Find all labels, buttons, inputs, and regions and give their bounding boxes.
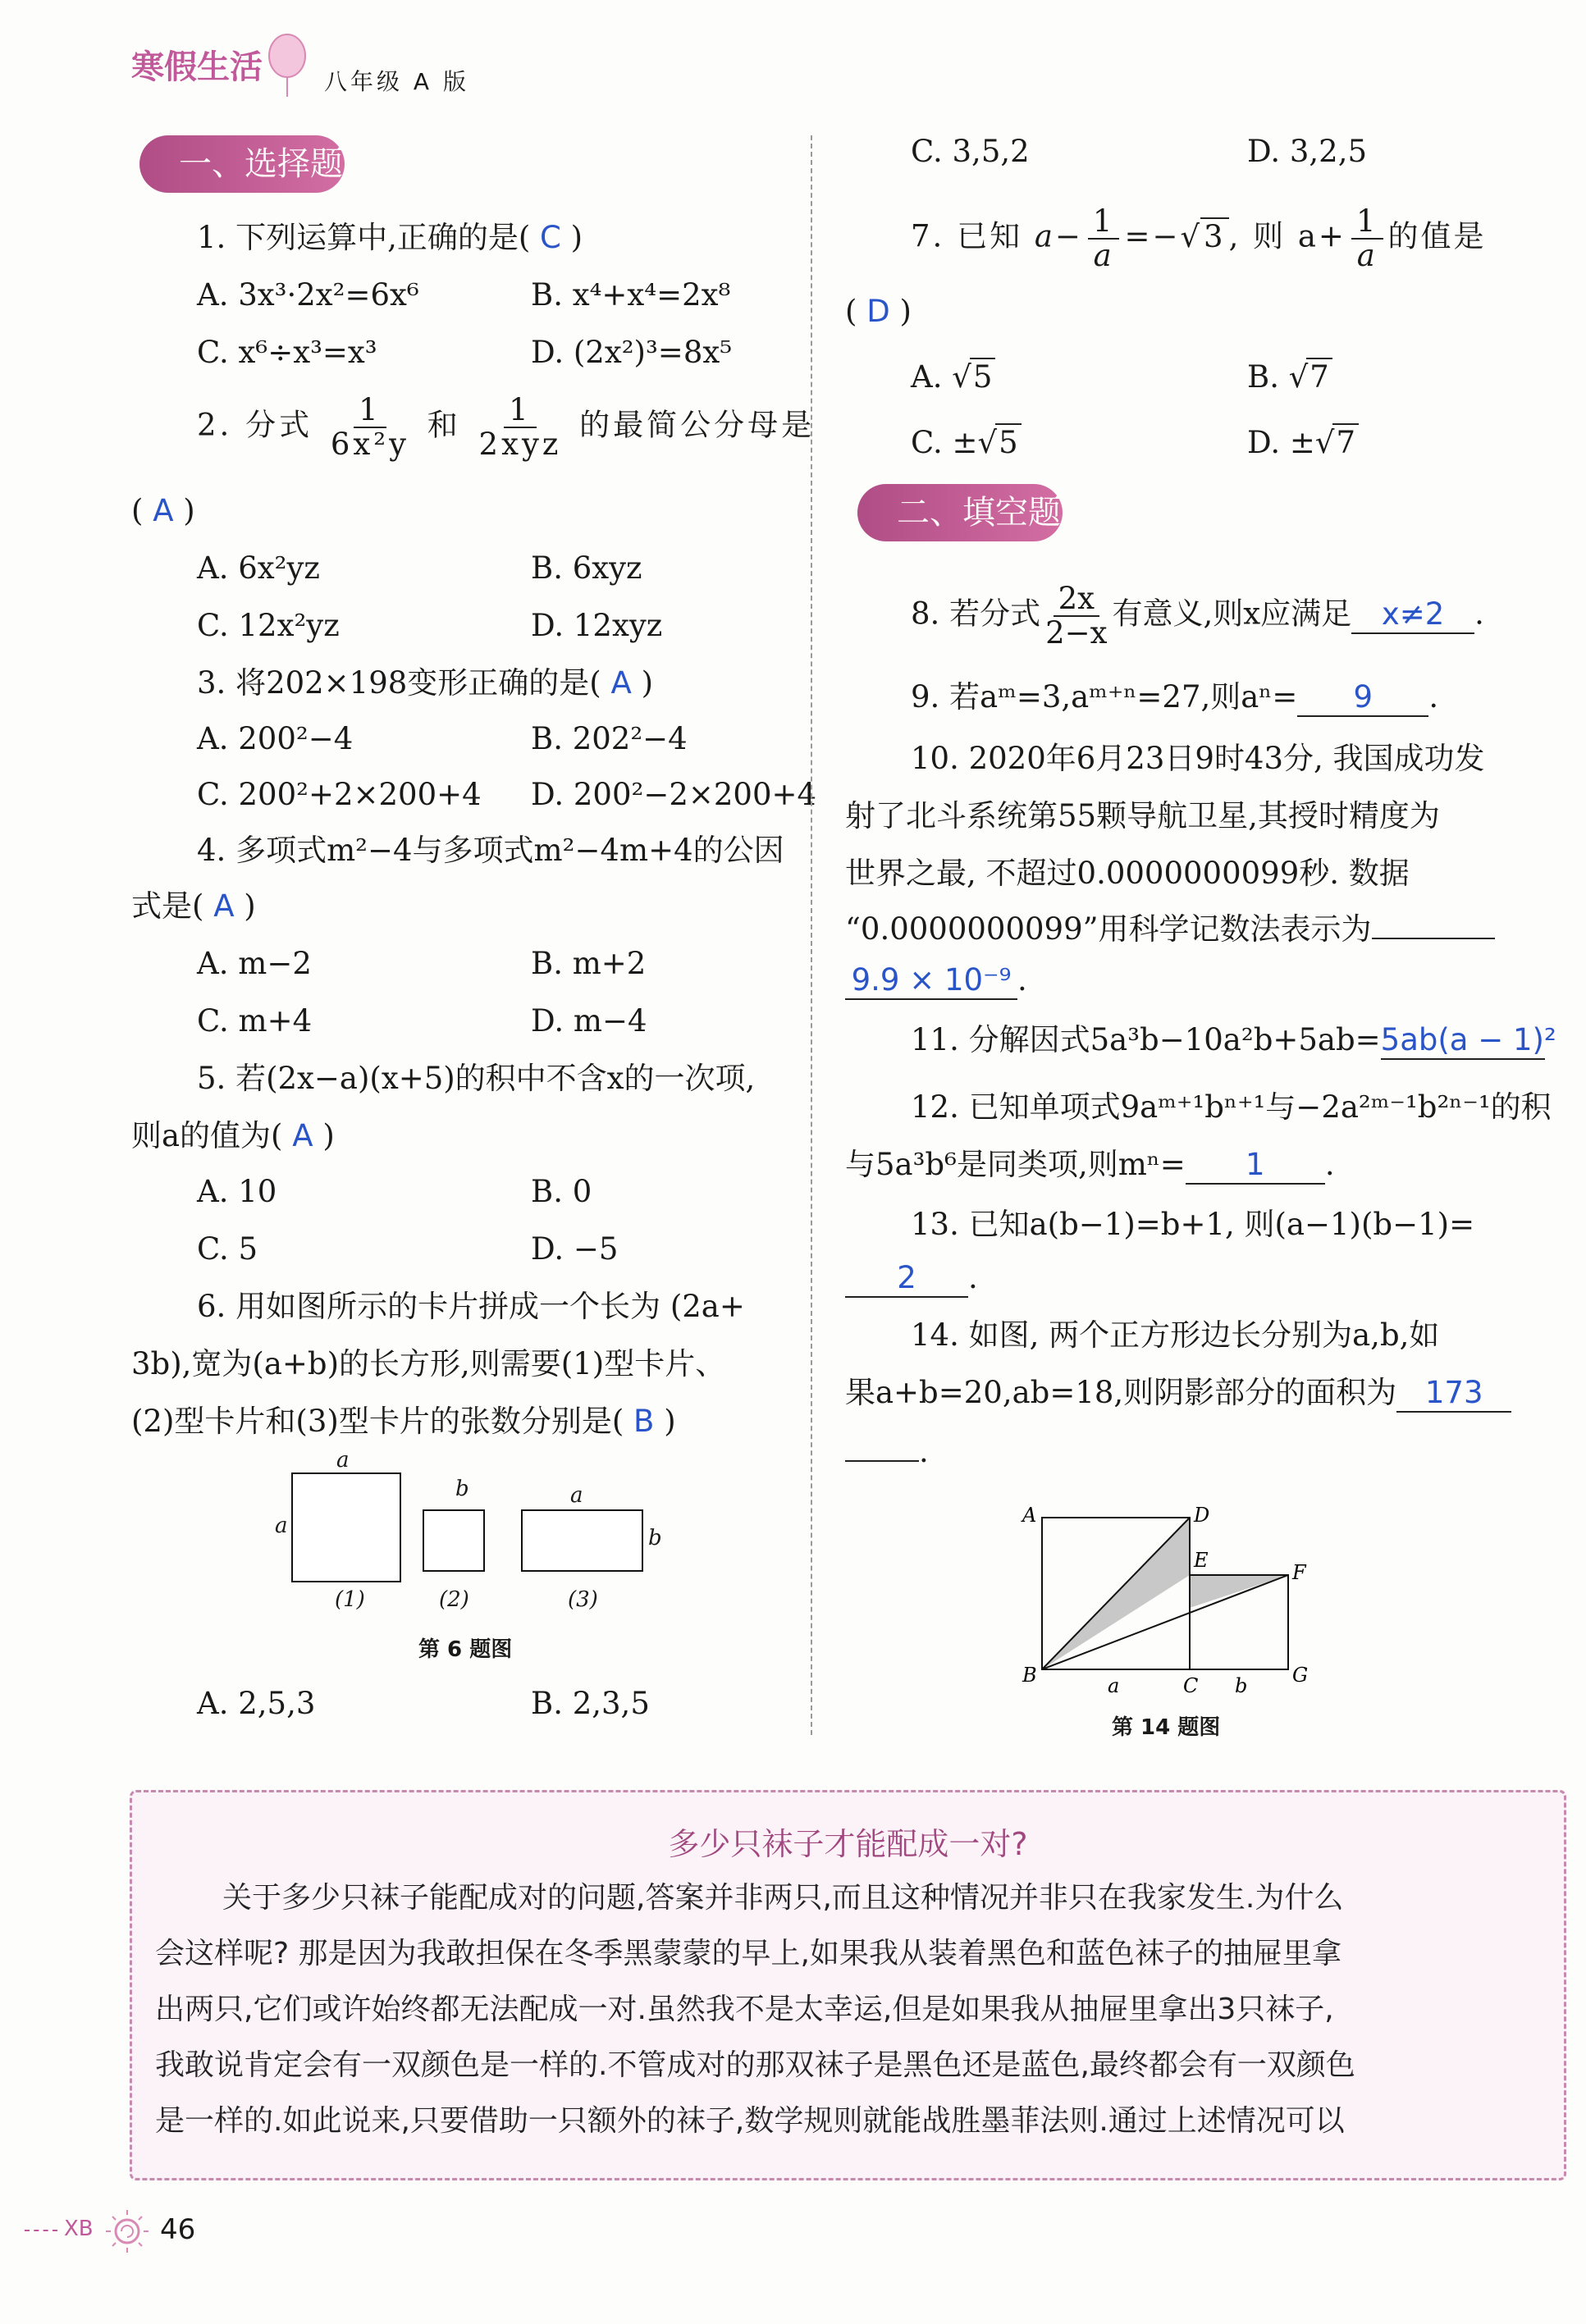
q3-option-a: A. 200²−4 [197,721,354,756]
story-line-1: 关于多少只袜子能配成对的问题,答案并非两只,而且这种情况并非只在我家发生.为什么 [222,1881,1344,1915]
story-line-2: 会这样呢? 那是因为我敢担保在冬季黑蒙蒙的早上,如果我从装着黑色和蓝色袜子的抽屉里拿 [155,1937,1341,1970]
q8-fraction: $\frac{2x}{2-x}$ [1045,581,1108,651]
q1-option-c: C. x⁶÷x³=x³ [197,335,377,370]
footer [25,2207,271,2256]
pt-C: C [1183,1674,1199,1697]
pt-F: F [1292,1561,1306,1584]
q5-answer: A [292,1118,313,1153]
q8-stem: 8. 若分式 $\frac{2x}{2-x}$ 有意义,则x应满足 x≠2 . [911,581,1484,651]
story-title: 多少只袜子才能配成一对? [668,1826,1028,1862]
q12-line1: 12. 已知单项式9aᵐ⁺¹bⁿ⁺¹与−2a²ᵐ⁻¹b²ⁿ⁻¹的积 [911,1089,1552,1125]
q4-answer: A [213,888,235,924]
q6-option-a: A. 2,5,3 [197,1686,316,1721]
q10-answer-line: 9.9 × 10⁻⁹ . [845,960,1027,1001]
q7-fraction-2: $\frac{1}{a}$ [1351,205,1383,272]
q4-option-d: D. m−4 [531,1003,647,1039]
q13-answer-line: 2 . [845,1258,978,1299]
q14-figure [1017,1497,1329,1702]
q7-option-b: B. √7 [1247,357,1332,398]
card1-top-label: a [336,1448,350,1472]
q10-line1: 10. 2020年6月23日9时43分, 我国成功发 [911,741,1485,776]
section2-banner: 二、填空题 [857,484,1063,541]
card2-caption: (2) [439,1587,469,1612]
q7-option-a: A. √5 [911,357,995,398]
header [123,33,1559,98]
card-3-rect-ab [521,1509,643,1572]
q10-answer-blank: 9.9 × 10⁻⁹ [845,962,1017,1000]
q5-option-c: C. 5 [197,1231,258,1267]
card2-top-label: b [455,1477,469,1501]
q6-line3: (2)型卡片和(3)型卡片的张数分别是( B ) [131,1404,676,1439]
column-divider [811,135,812,1735]
q14-line2: 果a+b=20,ab=18,则阴影部分的面积为 173 [845,1372,1511,1413]
q11-stem: 11. 分解因式5a³b−10a²b+5ab=5ab(a − 1)² [911,1020,1545,1061]
q6-option-c: C. 3,5,2 [911,134,1030,169]
q1-option-a: A. 3x³·2x²=6x⁶ [197,277,419,313]
story-box [130,1790,1566,2180]
pt-G: G [1292,1664,1309,1687]
q8-answer-blank: x≠2 [1351,596,1474,634]
q4-stem-line1: 4. 多项式m²−4与多项式m²−4m+4的公因 [197,833,784,868]
q10-line3: 世界之最, 不超过0.0000000099秒. 数据 [845,856,1410,891]
q4-option-c: C. m+4 [197,1003,313,1039]
q6-line2: 3b),宽为(a+b)的长方形,则需要(1)型卡片、 [131,1346,726,1381]
pt-A: A [1022,1504,1037,1527]
balloon-icon [263,33,312,98]
q7-option-d: D. ±√7 [1247,422,1359,463]
story-line-4: 我敢说肯定会有一双颜色是一样的.不管成对的那双袜子是黑色还是蓝色,最终都会有一双颜色 [155,2048,1355,2082]
q11-answer-blank: 5ab(a − 1)² [1381,1022,1545,1060]
q2-stem: 2. 分式 $\frac{1}{\text{6x²y}}$ 和 $\frac{1}{\text{2xyz}}$ 的最简公分母是 [197,392,816,462]
q14-answer-blank: 173 [1396,1375,1511,1413]
q10-line4: “0.0000000099”用科学记数法表示为 [845,909,1495,950]
card1-caption: (1) [335,1587,365,1612]
q1-stem: 1. 下列运算中,正确的是( C ) [197,220,583,255]
card3-top-label: a [570,1483,583,1508]
q9-stem: 9. 若aᵐ=3,aᵐ⁺ⁿ=27,则aⁿ= 9 . [911,677,1438,718]
q5-option-d: D. −5 [531,1231,619,1267]
q10-line2: 射了北斗系统第55颗导航卫星,其授时精度为 [845,798,1440,833]
q14-figure-caption: 第 14 题图 [1112,1715,1221,1740]
q4-option-a: A. m−2 [197,946,312,981]
q7-answer: D [866,294,890,329]
q13-answer-blank: 2 [845,1260,968,1298]
q7-sqrt: √3 [1180,217,1228,258]
footer-line [25,2230,57,2231]
q9-answer-blank: 9 [1297,679,1428,717]
q4-option-b: B. m+2 [531,946,647,981]
q14-line1: 14. 如图, 两个正方形边长分别为a,b,如 [911,1317,1440,1353]
sun-icon [103,2207,152,2256]
edition-label: 八年级 A 版 [324,68,469,95]
card1-left-label: a [275,1514,288,1538]
q5-stem-line1: 5. 若(2x−a)(x+5)的积中不含x的一次项, [197,1061,756,1096]
q2-fraction-2: $\frac{1}{\text{2xyz}}$ [478,392,562,462]
q2-answer: A [153,493,174,528]
side-b: b [1235,1674,1248,1697]
pt-D: D [1194,1504,1210,1527]
story-line-3: 出两只,它们或许始终都无法配成一对.虽然我不是太幸运,但是如果我从抽屉里拿出3只袜子, [155,1993,1334,2026]
q3-option-d: D. 200²−2×200+4 [531,777,817,812]
q5-option-a: A. 10 [197,1174,277,1209]
q5-option-b: B. 0 [531,1174,592,1209]
q7-stem: 7. 已知 a− $\frac{1}{a}$ =−√3 , 则 a+ $\frac{1}{a}$ 的值是 [911,203,1487,273]
brand-logo: 寒假生活 [131,48,263,86]
q5-stem-line2: 则a的值为( A ) [131,1118,335,1153]
q6-line1: 6. 用如图所示的卡片拼成一个长为 (2a+ [197,1289,745,1324]
q2-answer-line: ( A ) [131,493,195,528]
card3-caption: (3) [568,1587,598,1612]
q2-option-c: C. 12x²yz [197,608,340,643]
footer-code: XB [64,2217,94,2241]
q2-option-a: A. 6x²yz [197,550,320,586]
q1-answer: C [540,220,561,255]
q1-option-b: B. x⁴+x⁴=2x⁸ [531,277,731,313]
card3-right-label: b [648,1526,662,1550]
side-a: a [1108,1674,1120,1697]
story-line-5: 是一样的.如此说来,只要借助一只额外的袜子,数学规则就能战胜墨菲法则.通过上述情况可以 [155,2104,1345,2138]
q3-option-c: C. 200²+2×200+4 [197,777,482,812]
q2-fraction-1: $\frac{1}{\text{6x²y}}$ [330,392,409,462]
q3-answer: A [610,665,632,701]
q12-line2: 与5a³b⁶是同类项,则mⁿ= 1 . [845,1144,1335,1185]
page-number: 46 [160,2213,196,2246]
q7-fraction: $\frac{1}{a}$ [1088,205,1120,272]
q7-option-c: C. ±√5 [911,422,1022,463]
q3-option-b: B. 202²−4 [531,721,688,756]
q13-line1: 13. 已知a(b−1)=b+1, 则(a−1)(b−1)= [911,1207,1475,1242]
q6-option-d: D. 3,2,5 [1247,134,1368,169]
q14-line3: . [845,1431,929,1472]
q7-answer-line: ( D ) [845,294,912,329]
q1-option-d: D. (2x²)³=8x⁵ [531,335,733,370]
q2-option-d: D. 12xyz [531,608,663,643]
q6-answer: B [633,1404,655,1439]
card-1-square-a [291,1472,401,1582]
q4-stem-line2: 式是( A ) [131,888,256,924]
section1-banner: 一、选择题 [139,135,345,193]
card-2-square-b [423,1509,485,1572]
q6-figure-caption: 第 6 题图 [418,1637,513,1662]
q6-option-b: B. 2,3,5 [531,1686,650,1721]
q12-answer-blank: 1 [1186,1147,1325,1185]
q3-stem: 3. 将202×198变形正确的是( A ) [197,665,654,701]
pt-B: B [1022,1664,1037,1687]
pt-E: E [1194,1549,1209,1572]
q2-option-b: B. 6xyz [531,550,642,586]
